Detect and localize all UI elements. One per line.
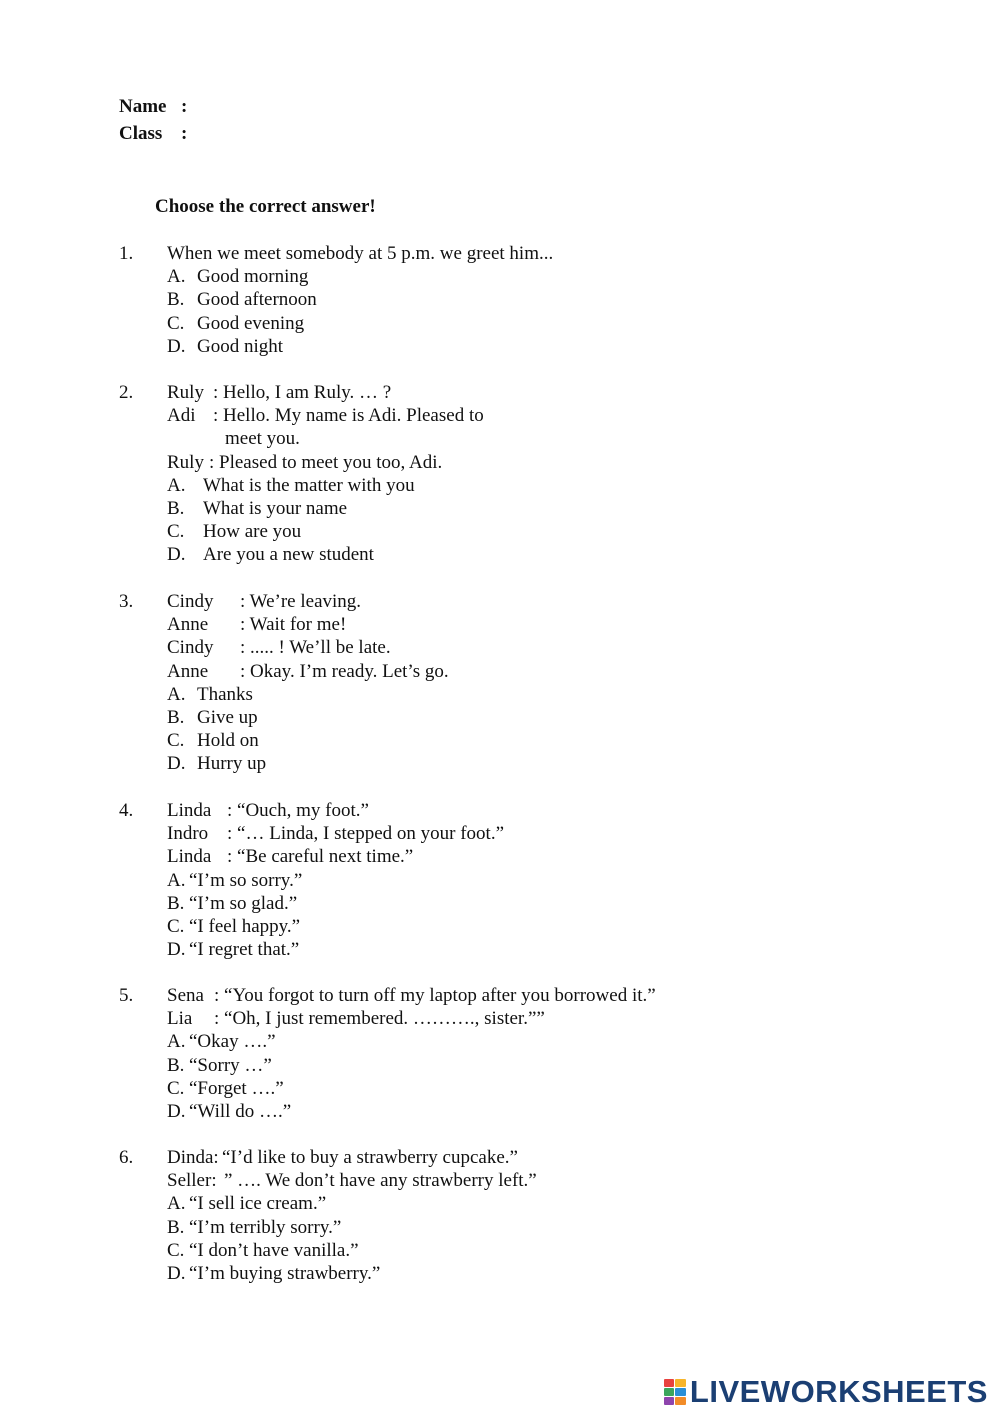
option-b[interactable]: B. Give up [167, 707, 258, 729]
logo-tile [664, 1397, 675, 1405]
option-b[interactable]: B. “Sorry …” [167, 1054, 272, 1076]
dialogue-line: Sena : “You forgot to turn off my laptop after you borrowed it.” [167, 985, 656, 1006]
dialogue-line: Dinda: “I’d like to buy a strawberry cupcake.” [167, 1147, 518, 1168]
question-1 [119, 242, 879, 358]
option-b[interactable]: B. Good afternoon [167, 289, 317, 311]
name-colon: : [181, 96, 188, 117]
dialogue-line: meet you. [225, 428, 300, 450]
option-a[interactable]: A. “Okay ….” [167, 1031, 276, 1053]
name-label: Name [119, 96, 167, 117]
instruction: Choose the correct answer! [155, 196, 376, 217]
dialogue-line: Adi : Hello. My name is Adi. Pleased to [167, 405, 484, 427]
question-5 [119, 984, 879, 1123]
dialogue-line: Indro : “… Linda, I stepped on your foot.” [167, 823, 505, 845]
dialogue-line: Linda : “Ouch, my foot.” [167, 800, 369, 821]
logo-tile [664, 1379, 675, 1387]
option-a[interactable]: A. What is the matter with you [167, 474, 415, 496]
dialogue-line: Cindy : We’re leaving. [167, 591, 362, 612]
option-a[interactable]: A. “I sell ice cream.” [167, 1193, 327, 1215]
option-d[interactable]: D. Hurry up [167, 753, 267, 775]
question-4 [119, 799, 879, 961]
question-number: 3. [119, 591, 134, 612]
logo-tile [664, 1388, 675, 1396]
logo-tile [675, 1397, 686, 1405]
option-b[interactable]: B. “I’m terribly sorry.” [167, 1216, 342, 1238]
option-d[interactable]: D. Are you a new student [167, 544, 374, 566]
question-number: 2. [119, 382, 134, 403]
option-a[interactable]: A. Good morning [167, 266, 309, 288]
question-2 [119, 381, 879, 567]
option-c[interactable]: C. “I don’t have vanilla.” [167, 1239, 359, 1261]
class-field [119, 123, 187, 145]
dialogue-line: Ruly : Hello, I am Ruly. … ? [167, 382, 392, 403]
option-d[interactable]: D. Good night [167, 335, 284, 357]
class-colon: : [181, 123, 188, 144]
option-a[interactable]: A. “I’m so sorry.” [167, 869, 303, 891]
logo-tile [675, 1388, 686, 1396]
dialogue-line: Lia : “Oh, I just remembered. ………., sister.”” [167, 1008, 545, 1030]
option-c[interactable]: C. “I feel happy.” [167, 916, 301, 938]
option-d[interactable]: D. “Will do ….” [167, 1101, 292, 1123]
dialogue-line: Seller: ” …. We don’t have any strawberry left.” [167, 1170, 537, 1192]
option-b[interactable]: B. What is your name [167, 498, 348, 520]
logo-tile [675, 1379, 686, 1387]
option-c[interactable]: C. Good evening [167, 312, 305, 334]
dialogue-line: Anne : Wait for me! [167, 614, 347, 636]
option-c[interactable]: C. Hold on [167, 730, 259, 752]
dialogue-line: Cindy : ..... ! We’ll be late. [167, 637, 391, 659]
dialogue-line: Ruly : Pleased to meet you too, Adi. [167, 451, 443, 473]
option-a[interactable]: A. Thanks [167, 683, 253, 705]
question-number: 1. [119, 243, 134, 264]
option-d[interactable]: D. “I regret that.” [167, 939, 300, 961]
question-number: 4. [119, 800, 134, 821]
question-number: 5. [119, 985, 134, 1006]
name-field [119, 96, 187, 118]
option-d[interactable]: D. “I’m buying strawberry.” [167, 1263, 381, 1285]
question-stem: When we meet somebody at 5 p.m. we greet him... [167, 243, 554, 264]
dialogue-line: Linda : “Be careful next time.” [167, 846, 414, 868]
question-3 [119, 590, 879, 776]
class-label: Class [119, 123, 163, 144]
question-6 [119, 1146, 879, 1285]
option-c[interactable]: C. “Forget ….” [167, 1077, 284, 1099]
option-c[interactable]: C. How are you [167, 521, 302, 543]
logo-mark-icon [664, 1379, 686, 1405]
liveworksheets-logo [664, 1374, 988, 1410]
logo-text: LIVEWORKSHEETS [689, 1374, 988, 1409]
dialogue-line: Anne : Okay. I’m ready. Let’s go. [167, 660, 449, 682]
option-b[interactable]: B. “I’m so glad.” [167, 892, 298, 914]
question-number: 6. [119, 1147, 134, 1168]
